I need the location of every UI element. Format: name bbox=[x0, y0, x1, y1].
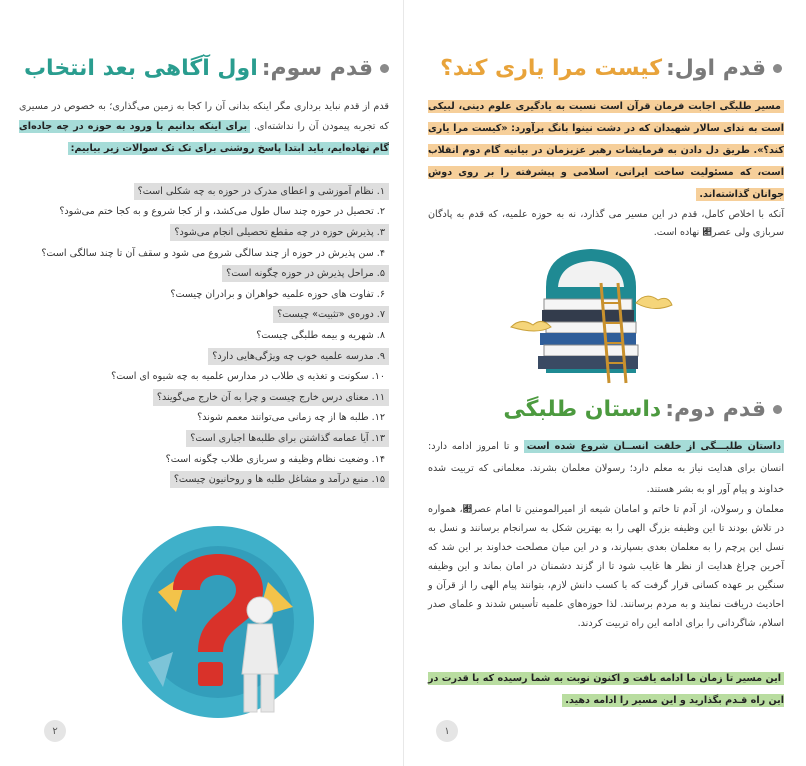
question-item bbox=[19, 284, 389, 305]
step1-paragraph: آنکه با اخلاص کامل، قدم در این مسیر می گذارد، نه به حوزه علمیه، که قدم به پادگان سربازی ولی عصر﷊ نهاده است. bbox=[428, 209, 784, 238]
question-text: ۱. نظام آموزشی و اعطای مدرک در حوزه به چه شکلی است؟ bbox=[134, 183, 389, 200]
question-text: ۱۴. وضعیت نظام وظیفه و سربازی طلاب چگونه است؟ bbox=[165, 453, 385, 465]
question-text: ۹. مدرسه علمیه خوب چه ویژگی‌هایی دارد؟ bbox=[208, 348, 389, 365]
question-text: ۳. پذیرش حوزه در چه مقطع تحصیلی انجام می‌شود؟ bbox=[170, 224, 389, 241]
step2-heading bbox=[503, 397, 782, 422]
question-text: ۸. شهریه و بیمه طلبگی چیست؟ bbox=[256, 329, 385, 341]
step2-closing-block bbox=[428, 668, 784, 712]
books-ladder-illustration bbox=[506, 243, 676, 391]
question-text: ۱۱. معنای درس خارج چیست و چرا به آن خارج می‌گویند؟ bbox=[153, 389, 389, 406]
step3-intro bbox=[19, 98, 389, 160]
step3-intro-highlight: برای اینکه بدانیم با ورود به حوزه در چه جاده‌ای گام نهاده‌ایم، باید ابتدا پاسخ روشنی برای تک تک سوالات زیر بیابیم: bbox=[19, 120, 389, 154]
question-text: ۴. سن پذیرش در حوزه از چند سالگی شروع می شود و سقف آن تا چند سالگی است؟ bbox=[41, 247, 385, 259]
question-item bbox=[19, 202, 389, 223]
step3-intro-text: قدم از قدم نباید برداری مگر اینکه بدانی آن را کجا به زمین می‌گذاری؛ به خصوص در مسیری که تجربه پیمودن آن را نداشته‌ای. bbox=[19, 101, 389, 132]
question-item bbox=[19, 387, 389, 408]
heading-bullet-dot bbox=[773, 405, 782, 414]
question-item bbox=[19, 366, 389, 387]
right-page bbox=[403, 0, 806, 766]
question-mark-figure-illustration bbox=[118, 512, 318, 722]
question-item bbox=[19, 408, 389, 429]
question-item bbox=[19, 305, 389, 326]
question-text: ۱۲. طلبه ها از چه زمانی می‌توانند معمم شوند؟ bbox=[197, 412, 385, 424]
step2-paragraph-1 bbox=[428, 436, 784, 500]
step1-highlight: مسیر طلبگی اجابت فرمان قرآن است نسبت به یادگیری علوم دینی، لبیکی است به ندای سالار شهیدان که در دشت نینوا بانگ برآورد: «کیست مرا یاری کند؟». طریق دل دادن به فرمایشات رهبر عزیزمان در بیانیه گام دوم انقلاب است، که مسئولیت ساخت ایرانی، اسلامی و پیشرفته را بر روی دوش جوانان گذاشته‌اند. bbox=[428, 101, 784, 200]
question-text: ۲. تحصیل در حوزه چند سال طول می‌کشد، و از کجا شروع و به کجا ختم می‌شود؟ bbox=[59, 206, 385, 218]
step1-title: کیست مرا یاری کند؟ bbox=[440, 56, 662, 81]
step2-text-1: و تا امروز ادامه دارد: انسان برای هدایت نیاز به معلم دارد؛ رسولان معلمان بشرند. معلمانی که تربیت شده خداوند و پیام آور او به بشر هستند. bbox=[428, 441, 784, 495]
step2-closing-highlight: این مسیر تا زمان ما ادامه یافت و اکنون نوبت به شما رسیده که با قدرت در این راه قـدم بگذارید و این مسیر را ادامه دهید. bbox=[428, 673, 784, 706]
question-text: ۱۳. آیا عمامه گذاشتن برای طلبه‌ها اجباری است؟ bbox=[186, 430, 389, 447]
question-item bbox=[19, 325, 389, 346]
step2-label: قدم دوم: bbox=[665, 397, 766, 422]
step2-title: داستان طلبگی bbox=[503, 397, 662, 422]
question-text: ۱۰. سکونت و تغذیه ی طلاب در مدارس علمیه به چه شیوه ای است؟ bbox=[111, 371, 385, 383]
question-item bbox=[19, 222, 389, 243]
step1-highlight-block bbox=[428, 96, 784, 206]
step1-heading bbox=[440, 56, 782, 81]
step1-label: قدم اول: bbox=[666, 56, 766, 81]
page-number-right: ۱ bbox=[436, 720, 458, 742]
question-text: ۷. دوره‌ی «تثبیت» چیست؟ bbox=[273, 306, 389, 323]
question-item bbox=[19, 449, 389, 470]
question-text: ۱۵. منبع درآمد و مشاغل طلبه ها و روحانیون چیست؟ bbox=[170, 471, 389, 488]
step2-highlight: داستان طلبـــگی از خلقت انســان شروع شده است bbox=[524, 440, 784, 453]
question-item bbox=[19, 346, 389, 367]
question-item bbox=[19, 181, 389, 202]
question-text: ۶. تفاوت های حوزه علمیه خواهران و برادران چیست؟ bbox=[170, 288, 385, 300]
question-item bbox=[19, 263, 389, 284]
question-item bbox=[19, 428, 389, 449]
heading-bullet-dot bbox=[773, 64, 782, 73]
question-item bbox=[19, 469, 389, 490]
step3-title: اول آگاهی بعد انتخاب bbox=[23, 56, 258, 81]
question-text: ۵. مراحل پذیرش در حوزه چگونه است؟ bbox=[222, 265, 389, 282]
step3-label: قدم سوم: bbox=[261, 56, 373, 81]
step3-heading bbox=[24, 56, 389, 81]
heading-bullet-dot bbox=[380, 64, 389, 73]
question-item bbox=[19, 243, 389, 264]
page-number-left: ۲ bbox=[44, 720, 66, 742]
step2-paragraph-2: معلمان و رسولان، از آدم تا خاتم و امامان شیعه از امیرالمومنین تا امام عصر﷊، همواره در تلاش بودند تا این وظیفه بزرگ الهی را به بهترین شکل به سرانجام برسانند و نسل به نسل این پرچم را به معلمان بعدی بسپارند، و در این میان مصلحت خداوند بر این شد که آخرین چراغ هدایت از نظر ها غایب شود تا از گزند دشمنان در امان بماند و این وظیفه سنگین بر عهده کسانی قرار گرفت که با کسب دانش لازم، بتوانند پیام الهی را از قرآن و احادیث دریافت نمایند و به مردم برسانند. لذا حوزه‌های علمیه تأسیس شدند و علمای صدر اسلام، شاگردانی را برای ادامه این راه تربیت کردند. bbox=[428, 504, 784, 629]
questions-list bbox=[19, 181, 389, 490]
